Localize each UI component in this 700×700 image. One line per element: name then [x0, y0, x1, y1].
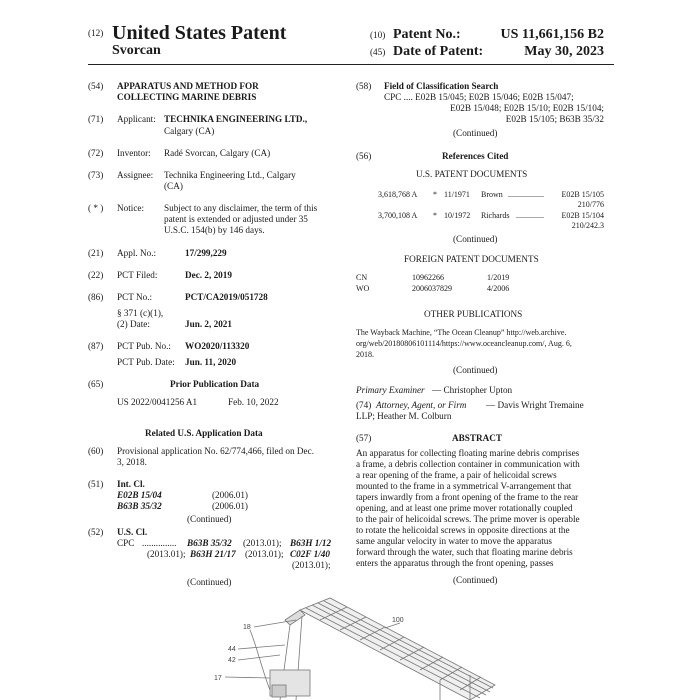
- us-doc-star: *: [433, 211, 437, 220]
- code-86: (86): [88, 292, 104, 302]
- us-doc-number: 3,700,108 A: [378, 211, 418, 220]
- foreign-doc-country: CN: [356, 273, 368, 282]
- foreign-doc-date: 4/2006: [487, 284, 510, 293]
- date-of-patent: May 30, 2023: [524, 44, 604, 59]
- cpc-3-code: B63H 21/17: [190, 549, 236, 559]
- cpc-2-code: B63H 1/12: [290, 538, 332, 548]
- examiner-label: Primary Examiner: [356, 385, 425, 395]
- pct-pub-date-value: Jun. 11, 2020: [185, 357, 237, 367]
- notice-line1: Subject to any disclaimer, the term of this: [164, 203, 318, 213]
- int-cl-2-date: (2006.01): [212, 501, 248, 511]
- code-87: (87): [88, 341, 104, 351]
- foreign-doc-date: 1/2019: [487, 273, 510, 282]
- code-45: (45): [370, 47, 386, 57]
- code-12: (12): [88, 28, 104, 38]
- figure-label: 18: [243, 624, 251, 631]
- notice-line3: U.S.C. 154(b) by 146 days.: [164, 225, 265, 235]
- examiner-value: — Christopher Upton: [432, 385, 513, 395]
- attorney-value: — Davis Wright Tremaine: [486, 400, 584, 410]
- abstract-line: enters the apparatus through the front opening, passes: [356, 558, 554, 568]
- page-title: United States Patent: [112, 22, 287, 44]
- us-doc-date: 11/1971: [444, 190, 470, 199]
- code-52: (52): [88, 527, 104, 537]
- us-doc-name: Richards: [481, 211, 510, 220]
- pct-pub-label: PCT Pub. No.:: [117, 341, 171, 351]
- us-doc-class2: 210/242.3: [571, 221, 604, 230]
- figure-label: 17: [214, 675, 222, 682]
- prior-pub-heading: Prior Publication Data: [170, 379, 260, 389]
- us-doc-name: Brown: [481, 190, 503, 199]
- field-search-heading: Field of Classification Search: [384, 81, 499, 91]
- figure-label: 44: [228, 646, 236, 653]
- field-search-line2: E02B 15/048; E02B 15/10; E02B 15/104;: [450, 103, 604, 113]
- us-docs-continued: (Continued): [453, 234, 498, 244]
- s371-date: Jun. 2, 2021: [185, 319, 232, 329]
- cpc-2-date: (2013.01);: [147, 549, 186, 559]
- field-search-continued: (Continued): [453, 128, 498, 138]
- code-73: (73): [88, 170, 104, 180]
- prior-pub-date: Feb. 10, 2022: [228, 397, 279, 407]
- code-57: (57): [356, 433, 372, 443]
- cpc-1-code: B63B 35/32: [187, 538, 232, 548]
- code-10: (10): [370, 30, 386, 40]
- patent-no-label: Patent No.:: [393, 27, 461, 42]
- s371-line1: § 371 (c)(1),: [117, 308, 164, 318]
- code-51: (51): [88, 479, 104, 489]
- inventor-surname: Svorcan: [112, 43, 161, 58]
- int-cl-1-date: (2006.01): [212, 490, 248, 500]
- notice-label: Notice:: [117, 203, 145, 213]
- notice-line2: patent is extended or adjusted under 35: [164, 214, 308, 224]
- cpc-1-date: (2013.01);: [243, 538, 282, 548]
- date-of-patent-label: Date of Patent:: [393, 44, 484, 59]
- provisional-line2: 3, 2018.: [117, 457, 147, 467]
- int-cl-1-code: E02B 15/04: [117, 490, 162, 500]
- us-doc-number: 3,618,768 A: [378, 190, 418, 199]
- assignee-line2: (CA): [164, 181, 183, 191]
- code-56: (56): [356, 151, 372, 161]
- code-22: (22): [88, 270, 104, 280]
- int-cl-label: Int. Cl.: [117, 479, 145, 489]
- abstract-line: to rotate the helicoidal screws in opposite directions at the: [356, 525, 570, 535]
- related-heading: Related U.S. Application Data: [145, 428, 263, 438]
- other-pub-line2: org/web/20180806101114/https://www.oceancleanup.com/, Aug. 6,: [356, 339, 572, 348]
- abstract-continued: (Continued): [453, 575, 498, 585]
- inventor-label: Inventor:: [117, 148, 151, 158]
- appl-no-value: 17/299,229: [185, 248, 227, 258]
- prior-pub-number: US 2022/0041256 A1: [117, 397, 198, 407]
- pct-pub-date-label: PCT Pub. Date:: [117, 357, 175, 367]
- abstract-line: forward through the water, such that floating marine debris: [356, 547, 573, 557]
- foreign-docs-heading: FOREIGN PATENT DOCUMENTS: [404, 254, 539, 264]
- references-heading: References Cited: [442, 151, 509, 161]
- figure-label: 42: [228, 657, 236, 664]
- cpc-dots: ...............: [142, 538, 177, 548]
- code-60: (60): [88, 446, 104, 456]
- pct-pub-value: WO2020/113320: [185, 341, 250, 351]
- code-54: (54): [88, 81, 104, 91]
- us-doc-class: E02B 15/104: [561, 211, 604, 220]
- code-74: (74): [356, 400, 372, 410]
- provisional-line1: Provisional application No. 62/774,466, filed on Dec.: [117, 446, 314, 456]
- code-72: (72): [88, 148, 104, 158]
- abstract-heading: ABSTRACT: [452, 433, 503, 443]
- us-docs-heading: U.S. PATENT DOCUMENTS: [416, 169, 528, 179]
- field-search-line3: E02B 15/105; B63B 35/32: [505, 114, 604, 124]
- invention-title-line2: COLLECTING MARINE DEBRIS: [117, 92, 257, 102]
- abstract-line: tapers inwardly from a front opening of the frame to the rear: [356, 492, 579, 502]
- us-doc-star: *: [433, 190, 437, 199]
- header-rule: [88, 64, 614, 65]
- abstract-line: a frame, a debris collection container in communication with: [356, 459, 580, 469]
- assignee-line1: Technika Engineering Ltd., Calgary: [164, 170, 296, 180]
- abstract-line: to the pair of helicoidal screws. The prime mover is operable: [356, 514, 580, 524]
- assignee-label: Assignee:: [117, 170, 154, 180]
- abstract-line: An apparatus for collecting floating marine debris comprises: [356, 448, 580, 458]
- us-doc-date: 10/1972: [444, 211, 471, 220]
- us-cl-label: U.S. Cl.: [117, 527, 148, 537]
- pct-filed-value: Dec. 2, 2019: [185, 270, 232, 280]
- us-doc-class2: 210/776: [577, 200, 604, 209]
- patent-figure-drawing: [0, 590, 700, 700]
- pct-no-label: PCT No.:: [117, 292, 153, 302]
- cpc-label: CPC: [117, 538, 135, 548]
- figure-label: 100: [392, 617, 404, 624]
- cpc-3-date: (2013.01);: [245, 549, 284, 559]
- code-21: (21): [88, 248, 104, 258]
- foreign-doc-number: 2006037829: [412, 284, 452, 293]
- code-notice: ( * ): [88, 203, 104, 213]
- other-pubs-continued: (Continued): [453, 365, 498, 375]
- applicant-name: TECHNIKA ENGINEERING LTD.,: [164, 114, 308, 124]
- pct-no-value: PCT/CA2019/051728: [185, 292, 268, 302]
- abstract-line: mounted to the frame in a symmetrical V-arrangement that: [356, 481, 572, 491]
- other-pubs-heading: OTHER PUBLICATIONS: [424, 309, 523, 319]
- int-cl-2-code: B63B 35/32: [117, 501, 162, 511]
- pct-filed-label: PCT Filed:: [117, 270, 158, 280]
- other-pub-line3: 2018.: [356, 350, 374, 359]
- patent-number: US 11,661,156 B2: [500, 27, 604, 42]
- s371-line2: (2) Date:: [117, 319, 150, 329]
- field-search-line1: CPC .... E02B 15/045; E02B 15/046; E02B 15/047;: [384, 92, 574, 102]
- us-doc-dots: ..............: [516, 211, 544, 220]
- foreign-doc-number: 10962266: [412, 273, 444, 282]
- appl-no-label: Appl. No.:: [117, 248, 157, 258]
- abstract-line: same angular velocity in water to move the apparatus: [356, 536, 552, 546]
- int-cl-continued: (Continued): [187, 514, 232, 524]
- abstract-line: opening, and at least one prime mover rotationally coupled: [356, 503, 573, 513]
- attorney-label: Attorney, Agent, or Firm: [376, 400, 467, 410]
- other-pub-line1: The Wayback Machine, “The Ocean Cleanup” http://web.archive.: [356, 328, 567, 337]
- us-doc-dots: ..................: [508, 190, 544, 199]
- code-58: (58): [356, 81, 372, 91]
- foreign-doc-country: WO: [356, 284, 370, 293]
- invention-title-line1: APPARATUS AND METHOD FOR: [117, 81, 259, 91]
- code-65: (65): [88, 379, 104, 389]
- code-71: (71): [88, 114, 104, 124]
- abstract-line: a rear opening of the frame, a pair of helicoidal screws: [356, 470, 557, 480]
- attorney-line2: LLP; Heather M. Colburn: [356, 411, 452, 421]
- cpc-4-date: (2013.01);: [292, 560, 331, 570]
- inventor-value: Radé Svorcan, Calgary (CA): [164, 148, 271, 158]
- applicant-label: Applicant:: [117, 114, 156, 124]
- us-cl-continued: (Continued): [187, 577, 232, 587]
- cpc-4-code: C02F 1/40: [290, 549, 330, 559]
- applicant-location: Calgary (CA): [164, 126, 215, 136]
- us-doc-class: E02B 15/105: [561, 190, 604, 199]
